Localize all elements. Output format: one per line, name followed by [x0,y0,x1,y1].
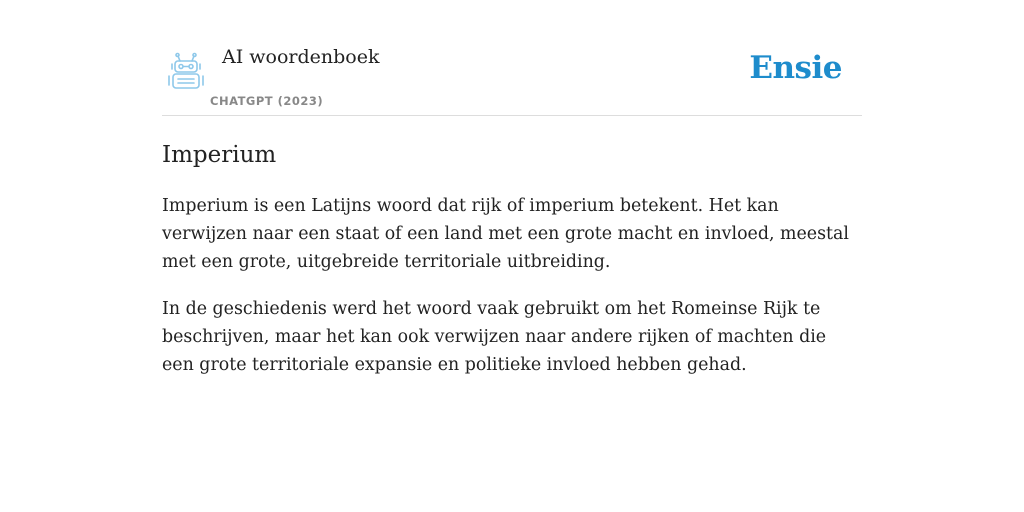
ensie-logo[interactable]: Ensie [749,50,842,86]
entry-paragraph: In de geschiedenis werd het woord vaak gebruikt om het Romeinse Rijk te beschrijven, maar het kan ook verwijzen naar andere rijken of machten die een grote territoriale expansie en politieke invloed hebben gehad. [162,299,827,375]
robot-icon [166,52,206,90]
site-title[interactable]: AI woordenboek [222,46,380,68]
entry-card [162,40,862,379]
source-label: CHATGPT (2023) [210,94,324,108]
entry-paragraph: Imperium is een Latijns woord dat rijk of imperium betekent. Het kan verwijzen naar een staat of een land met een grote macht en invloed, meestal met een grote, uitgebreide territoriale uitbreiding. [162,196,849,272]
header [162,40,862,116]
entry-title: Imperium [162,142,277,168]
